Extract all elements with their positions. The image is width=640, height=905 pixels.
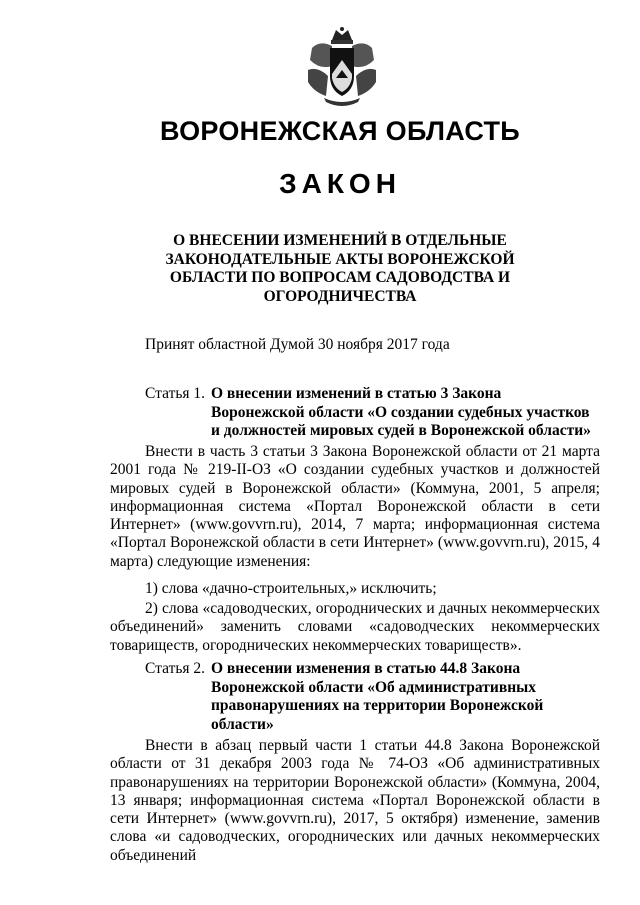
article-1-item-1: 1) слова «дачно-строительных,» исключить; xyxy=(145,580,437,597)
document-type: ЗАКОН xyxy=(279,168,401,199)
article-1-item-2: 2) слова «садоводческих, огороднических и дачных некоммерческих объединений» заменить словами «садоводческих некоммерческих товариществ, огороднических некоммерческих товариществ». xyxy=(110,600,600,654)
article-2-paragraph: Внести в абзац первый части 1 статьи 44.8 Закона Воронежской области от 31 декабря 2003 года № 74-ОЗ «Об административных правонарушениях на территории Воронежской области» (Коммуна, 2004, 13 января; информационная система «Портал Воронежской области в сети Интернет» (www.govvrn.ru), 2017, 5 октября) изменение, заменив слова «и садоводческих, огороднических или дачных некоммерческих объединений xyxy=(110,737,600,864)
article-1-heading xyxy=(145,385,591,441)
region-title: ВОРОНЕЖСКАЯ ОБЛАСТЬ xyxy=(159,116,521,146)
article-2-title: О внесении изменения в статью 44.8 Закона Воронежской области «Об административных правонарушениях на территории Воронежской области» xyxy=(211,660,544,733)
article-1-number: Статья 1. xyxy=(145,385,206,402)
law-title: О ВНЕСЕНИИ ИЗМЕНЕНИЙ В ОТДЕЛЬНЫЕ ЗАКОНОДАТЕЛЬНЫЕ АКТЫ ВОРОНЕЖСКОЙ ОБЛАСТИ ПО ВОПРОСАМ САДОВОДСТВА И ОГОРОДНИЧЕСТВА xyxy=(165,232,515,305)
coat-of-arms-icon xyxy=(306,26,378,108)
article-1-title: О внесении изменений в статью 3 Закона Воронежской области «О создании судебных участков и должностей мировых судей в Воронежской области» xyxy=(211,385,591,439)
article-2-number: Статья 2. xyxy=(145,660,206,677)
adoption-date-line: Принят областной Думой 30 ноября 2017 года xyxy=(145,336,450,353)
article-2-heading xyxy=(145,660,591,734)
article-1-paragraph: Внести в часть 3 статьи 3 Закона Воронежской области от 21 марта 2001 года № 219-II-ОЗ «О создании судебных участков и должностей мировых судей в Воронежской области» (Коммуна, 2001, 5 апреля; информационная система «Портал Воронежской области в сети Интернет» (www.govvrn.ru), 2014, 7 марта; информационная система «Портал Воронежской области в сети Интернет» (www.govvrn.ru), 2015, 4 марта) следующие изменения: xyxy=(110,443,600,570)
